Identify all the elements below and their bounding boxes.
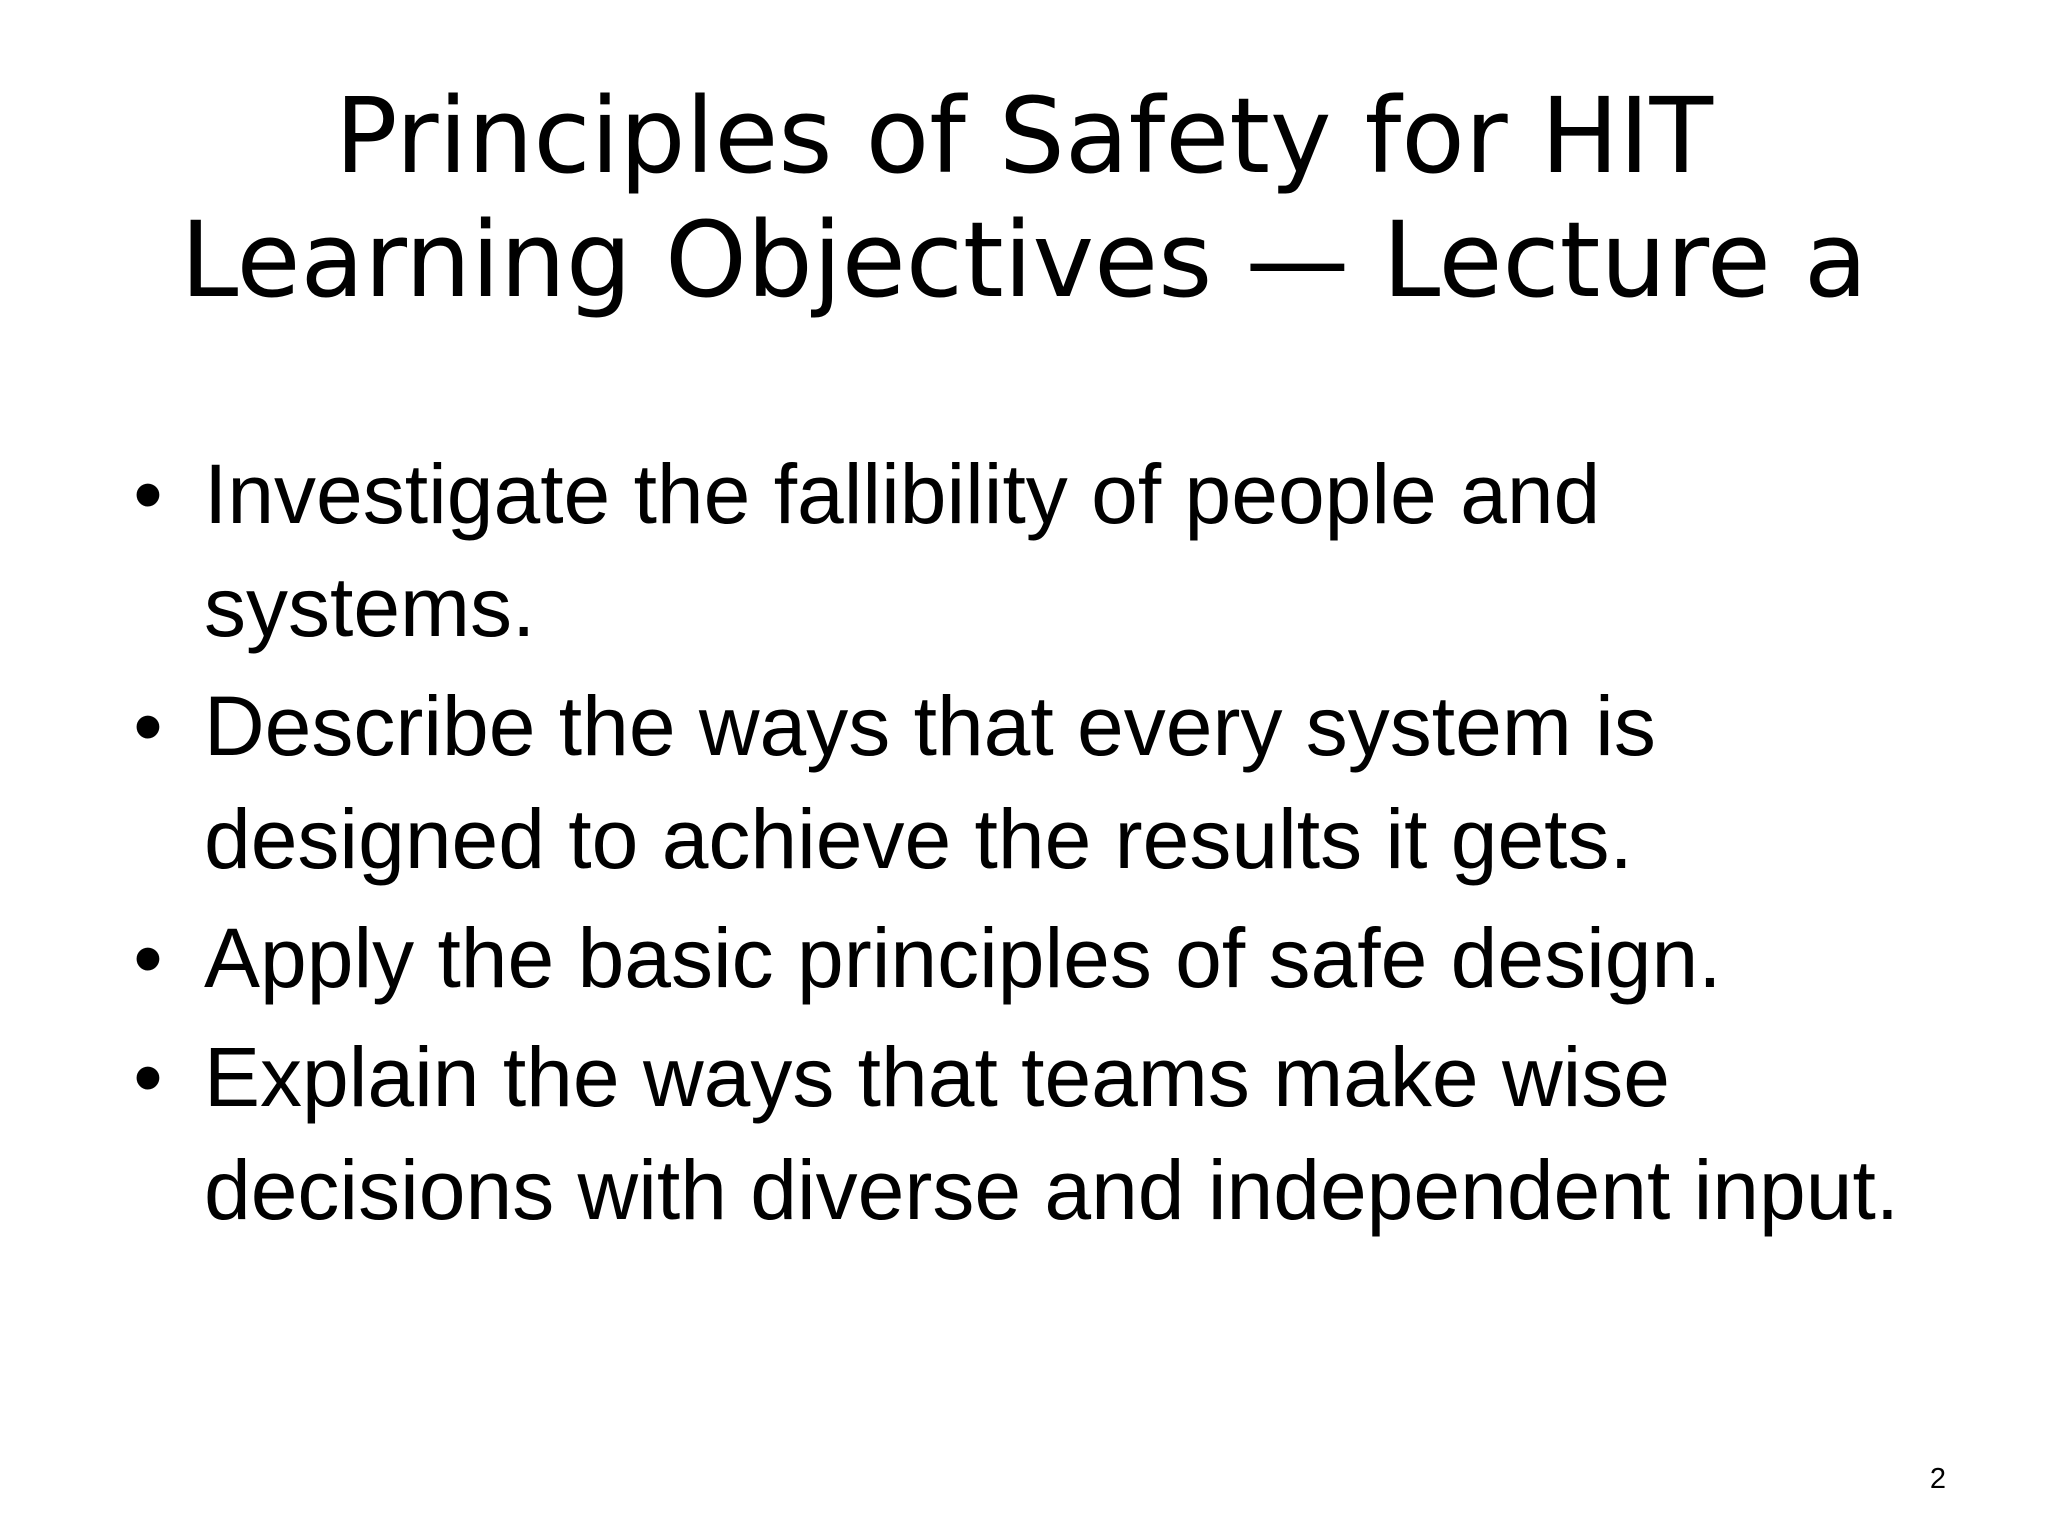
objective-item-2 bbox=[118, 670, 1918, 896]
objective-item-4 bbox=[118, 1021, 1918, 1247]
slide-title-line-2: Learning Objectives — Lecture a bbox=[180, 199, 1868, 321]
objective-text: Explain the ways that teams make wise decisions with diverse and independent input. bbox=[204, 1030, 1900, 1237]
slide-number: 2 bbox=[1929, 1463, 1946, 1495]
objective-text: Investigate the fallibility of people and systems. bbox=[204, 447, 1601, 654]
objective-text: Describe the ways that every system is designed to achieve the results it gets. bbox=[204, 679, 1656, 886]
bullet-icon: • bbox=[133, 911, 163, 1005]
slide-title-line-1: Principles of Safety for HIT bbox=[334, 75, 1714, 197]
bullet-icon: • bbox=[133, 447, 163, 541]
objective-text: Apply the basic principles of safe design. bbox=[204, 911, 1722, 1005]
slide-title bbox=[120, 74, 1928, 322]
bullet-icon: • bbox=[133, 679, 163, 773]
bullet-icon: • bbox=[133, 1030, 163, 1124]
objective-item-3 bbox=[118, 902, 1918, 1015]
objective-item-1 bbox=[118, 438, 1918, 664]
objectives-list bbox=[118, 438, 1918, 1253]
